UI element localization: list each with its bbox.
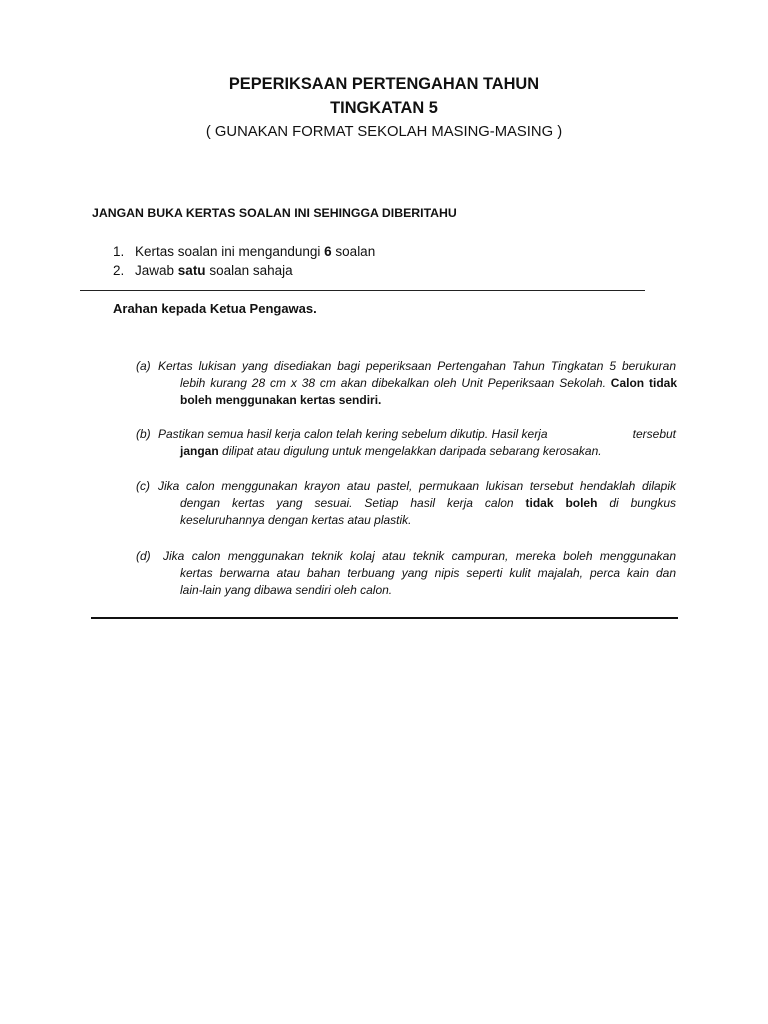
item-text-segment: di bungkus — [609, 496, 677, 510]
section-end-rule — [91, 617, 678, 619]
divider — [80, 290, 645, 291]
format-note: ( GUNAKAN FORMAT SEKOLAH MASING-MASING ) — [205, 124, 563, 140]
item-text-segment: lain-lain yang dibawa sendiri oleh calon. — [180, 583, 393, 597]
item-text — [180, 375, 677, 392]
item-label: (a) — [136, 359, 151, 373]
item-text-segment: tersebut — [632, 427, 676, 441]
item-text-segment: dengan kertas yang sesuai. Setiap hasil kerja calon — [180, 496, 514, 510]
item-text — [180, 443, 676, 460]
item-text-bold: tidak boleh — [525, 496, 598, 510]
item-text — [158, 426, 676, 443]
item-text — [163, 548, 676, 565]
item-text-bold: jangan — [180, 444, 219, 458]
item-text — [180, 565, 676, 582]
item-text — [180, 582, 676, 599]
item-line — [136, 375, 680, 392]
item-line — [136, 565, 680, 582]
list-item — [113, 242, 513, 261]
item-text — [180, 392, 677, 409]
item-text-segment: Pastikan semua hasil kerja calon telah kering sebelum dikutip. Hasil kerja — [158, 427, 548, 441]
item-line — [136, 582, 680, 599]
item-text-segment: Kertas lukisan yang disediakan bagi peperiksaan Pertengahan Tahun Tingkatan 5 berukuran — [158, 359, 676, 373]
item-text — [180, 495, 676, 512]
item-text-segment: Jika calon menggunakan krayon atau pastel, permukaan lukisan tersebut hendaklah dilapik — [158, 479, 676, 493]
item-text-segment: keseluruhannya dengan kertas atau plastik. — [180, 513, 412, 527]
instruction-item-d — [136, 548, 680, 599]
exam-title: PEPERIKSAAN PERTENGAHAN TAHUN — [228, 75, 540, 93]
item-text-segment: Jika calon menggunakan teknik kolaj atau teknik campuran, mereka boleh menggunakan — [163, 549, 676, 563]
item-line — [136, 548, 680, 565]
list-text-after: soalan — [335, 244, 376, 259]
item-text-bold: Calon tidak — [610, 376, 678, 390]
item-text-segment: lebih kurang 28 cm x 38 cm akan dibekalkan oleh Unit Peperiksaan Sekolah. — [180, 376, 606, 390]
instruction-item-c — [136, 478, 680, 529]
list-number: 1. — [113, 244, 125, 259]
item-line — [136, 495, 680, 512]
form-level: TINGKATAN 5 — [330, 99, 438, 117]
item-text — [158, 358, 676, 375]
item-label: (b) — [136, 427, 151, 441]
list-text-before: Kertas soalan ini mengandungi — [135, 244, 321, 259]
do-not-open-warning: JANGAN BUKA KERTAS SOALAN INI SEHINGGA DIBERITAHU — [92, 206, 457, 220]
item-label: (d) — [136, 549, 151, 563]
list-text — [135, 244, 375, 259]
list-number: 2. — [113, 263, 125, 278]
invigilator-heading: Arahan kepada Ketua Pengawas. — [113, 301, 317, 316]
instruction-item-a — [136, 358, 680, 409]
item-text-segment: dilipat atau digulung untuk mengelakkan daripada sebarang kerosakan. — [222, 444, 602, 458]
item-line — [136, 392, 680, 409]
item-text-segment: kertas berwarna atau bahan terbuang yang nipis seperti kulit majalah, perca kain dan — [180, 566, 676, 580]
item-line — [136, 443, 680, 460]
item-text-bold: boleh menggunakan kertas sendiri. — [180, 393, 382, 407]
candidate-instructions — [113, 242, 513, 280]
item-line — [136, 512, 680, 529]
list-text-before: Jawab — [135, 263, 175, 278]
instruction-item-b — [136, 426, 680, 460]
item-line — [136, 478, 680, 495]
item-text — [158, 478, 676, 495]
item-line — [136, 358, 680, 375]
item-text — [180, 512, 676, 529]
item-label: (c) — [136, 479, 150, 493]
list-text-bold: satu — [177, 263, 206, 278]
list-text-bold: 6 — [324, 244, 332, 259]
list-text — [135, 263, 293, 278]
item-line — [136, 426, 680, 443]
list-item — [113, 261, 513, 280]
list-text-after: soalan sahaja — [209, 263, 293, 278]
